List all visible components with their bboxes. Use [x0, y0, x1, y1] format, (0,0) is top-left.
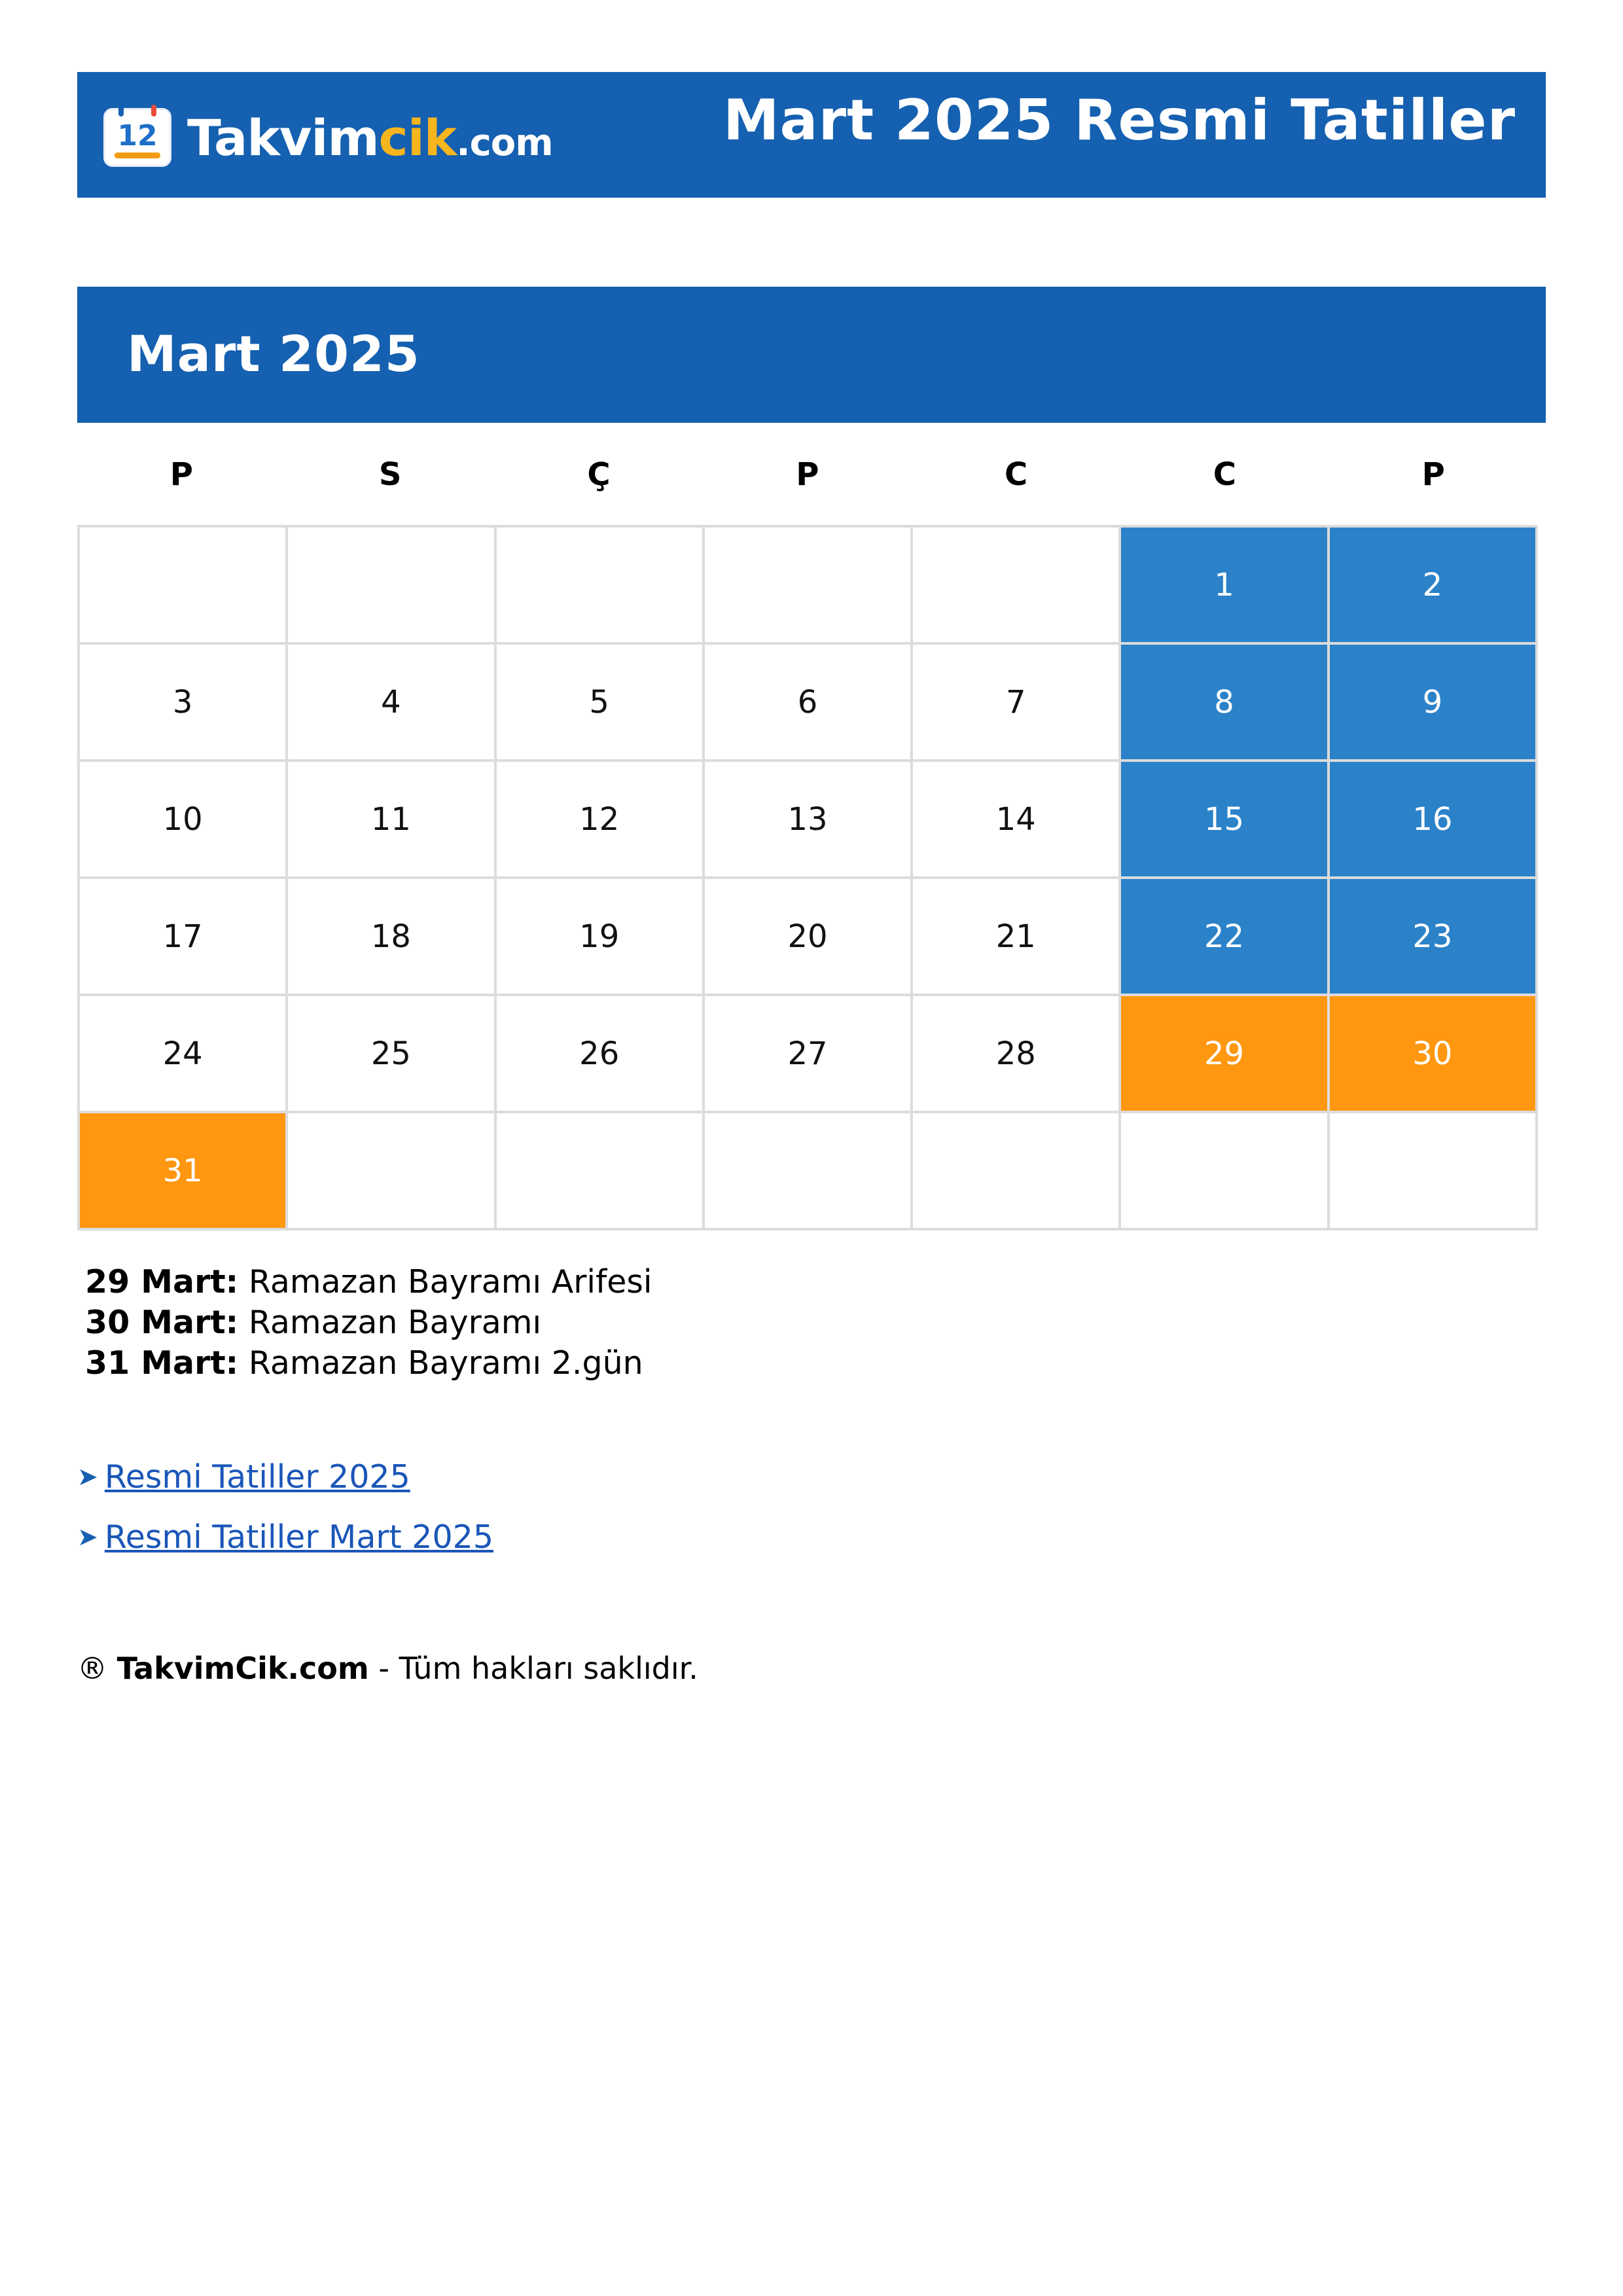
day-cell: 27 — [705, 996, 913, 1113]
day-cell: 28 — [913, 996, 1121, 1113]
logo-wordmark — [187, 109, 553, 167]
footer-brand: TakvimCik.com — [116, 1651, 369, 1686]
day-cell: 4 — [288, 645, 496, 762]
day-cell-weekend: 16 — [1330, 762, 1538, 879]
weekday-label: P — [796, 456, 819, 493]
arrow-right-icon: ➤ — [77, 1462, 98, 1491]
day-cell: 18 — [288, 879, 496, 996]
day-cell: 12 — [497, 762, 705, 879]
day-cell: 5 — [497, 645, 705, 762]
weekday-label: S — [378, 456, 402, 493]
holiday-item — [85, 1262, 652, 1302]
day-cell: 14 — [913, 762, 1121, 879]
day-cell: 10 — [80, 762, 288, 879]
day-cell-empty — [705, 528, 913, 645]
day-cell-weekend: 22 — [1121, 879, 1329, 996]
day-cell-empty — [705, 1113, 913, 1230]
weekday-label: P — [169, 456, 193, 493]
calendar-grid — [77, 525, 1538, 1230]
day-cell-weekend: 8 — [1121, 645, 1329, 762]
day-cell: 25 — [288, 996, 496, 1113]
link-row — [77, 1446, 493, 1507]
holiday-list — [85, 1262, 652, 1384]
day-cell-holiday: 30 — [1330, 996, 1538, 1113]
day-cell: 7 — [913, 645, 1121, 762]
day-cell-empty — [80, 528, 288, 645]
day-cell-empty — [497, 1113, 705, 1230]
logo-name-part1: Takvim — [187, 108, 379, 167]
day-cell: 21 — [913, 879, 1121, 996]
day-cell: 13 — [705, 762, 913, 879]
holiday-name: Ramazan Bayramı 2.gün — [248, 1344, 643, 1382]
weekday-label: C — [1004, 456, 1028, 493]
day-cell-empty — [497, 528, 705, 645]
day-cell-empty — [1121, 1113, 1329, 1230]
logo-icon-number: 12 — [117, 119, 158, 152]
logo-name-part2: cik — [378, 108, 457, 167]
month-header — [77, 287, 1546, 423]
day-cell-holiday: 29 — [1121, 996, 1329, 1113]
page-title: Mart 2025 Resmi Tatiller — [722, 88, 1516, 153]
day-cell: 19 — [497, 879, 705, 996]
holiday-name: Ramazan Bayramı — [248, 1304, 542, 1341]
logo-name-part3: .com — [456, 121, 553, 164]
holiday-date: 30 Mart: — [85, 1304, 239, 1341]
month-title: Mart 2025 — [127, 325, 420, 383]
day-cell-empty — [288, 528, 496, 645]
day-cell-weekend: 15 — [1121, 762, 1329, 879]
weekday-label: P — [1421, 456, 1445, 493]
day-cell-empty — [288, 1113, 496, 1230]
registered-icon: ® — [77, 1651, 107, 1686]
footer-text: - Tüm hakları saklıdır. — [378, 1651, 698, 1686]
related-links — [77, 1446, 493, 1567]
weekday-label: Ç — [587, 456, 611, 493]
day-cell-empty — [913, 528, 1121, 645]
day-cell: 26 — [497, 996, 705, 1113]
holiday-item — [85, 1302, 652, 1343]
day-cell: 6 — [705, 645, 913, 762]
holiday-date: 29 Mart: — [85, 1263, 239, 1300]
weekday-label: C — [1213, 456, 1236, 493]
calendar-logo-icon — [103, 108, 171, 167]
day-cell: 24 — [80, 996, 288, 1113]
day-cell-empty — [913, 1113, 1121, 1230]
link-resmi-tatiller-mart-2025[interactable]: Resmi Tatiller Mart 2025 — [104, 1518, 493, 1556]
day-cell-weekend: 1 — [1121, 528, 1329, 645]
holiday-name: Ramazan Bayramı Arifesi — [248, 1263, 652, 1300]
day-cell: 20 — [705, 879, 913, 996]
day-cell-holiday: 31 — [80, 1113, 288, 1230]
footer — [77, 1651, 698, 1686]
link-resmi-tatiller-2025[interactable]: Resmi Tatiller 2025 — [104, 1458, 410, 1496]
day-cell-weekend: 2 — [1330, 528, 1538, 645]
holiday-item — [85, 1343, 652, 1384]
day-cell: 3 — [80, 645, 288, 762]
holiday-date: 31 Mart: — [85, 1344, 239, 1382]
site-logo[interactable] — [103, 105, 553, 170]
weekday-header-row — [77, 452, 1538, 497]
page-header — [77, 72, 1546, 198]
day-cell-weekend: 23 — [1330, 879, 1538, 996]
arrow-right-icon: ➤ — [77, 1522, 98, 1551]
day-cell-empty — [1330, 1113, 1538, 1230]
day-cell-weekend: 9 — [1330, 645, 1538, 762]
link-row — [77, 1507, 493, 1567]
day-cell: 17 — [80, 879, 288, 996]
day-cell: 11 — [288, 762, 496, 879]
